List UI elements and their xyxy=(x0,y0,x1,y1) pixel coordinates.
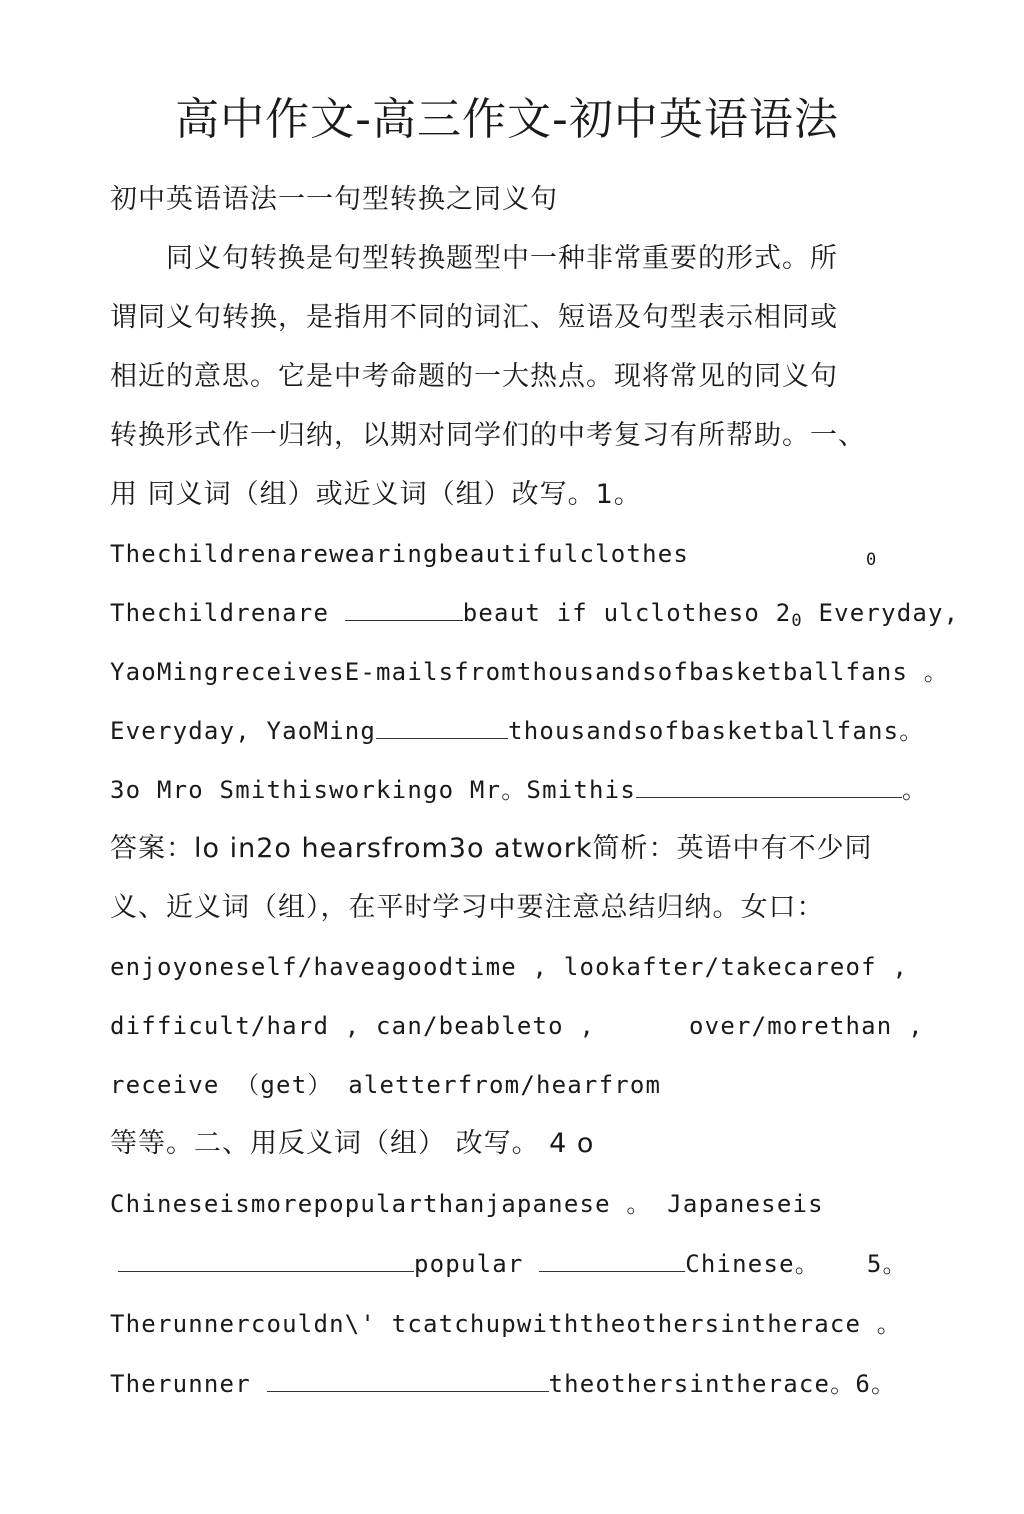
q5-answer-prefix: Therunner xyxy=(110,1370,267,1398)
q3-blank[interactable] xyxy=(636,775,902,798)
q5-answer-line xyxy=(110,1364,896,1404)
paragraph-line-4: 转换形式作一归纳，以期对同学们的中考复习有所帮助。一、 xyxy=(110,420,866,451)
q4-answer-mid: popular xyxy=(414,1250,540,1278)
q1-answer-mid: beaut if ulclotheso 2 xyxy=(462,599,792,627)
phrases-line-2: difficult/hard , can/beableto , over/morethan , xyxy=(110,1012,924,1040)
q1-blank[interactable] xyxy=(345,598,463,621)
q2-sentence: YaoMingreceivesE-mailsfromthousandsofbasketballfans 。 xyxy=(110,658,949,686)
q1-sentence: Thechildrenarewearingbeautifulclothes xyxy=(110,540,690,568)
q5-answer-suffix: theothersintherace。6。 xyxy=(548,1370,897,1398)
phrases-line-1: enjoyoneself/haveagoodtime , lookafter/takecareof , xyxy=(110,953,909,981)
answer-line: 答案：lo in2o hearsfrom3o atwork简析：英语中有不少同 xyxy=(110,833,873,864)
q5-sentence: Therunnercouldn\' tcatchupwiththeothersintherace 。 xyxy=(110,1310,903,1338)
q2-answer-prefix: Everyday, YaoMing xyxy=(110,717,377,745)
paragraph-line-3: 相近的意思。它是中考命题的一大热点。现将常见的同义句 xyxy=(110,361,838,392)
q4-answer-line xyxy=(110,1244,908,1284)
q3-line xyxy=(110,770,927,810)
q2-blank[interactable] xyxy=(376,716,508,739)
q2-answer-suffix: thousandsofbasketballfans。 xyxy=(508,717,925,745)
q1-answer-prefix: Thechildrenare xyxy=(110,599,345,627)
subtitle: 初中英语语法一一句型转换之同义句 xyxy=(110,184,558,215)
q1-answer-line xyxy=(110,593,959,633)
q4-answer-suffix: Chinese。 5。 xyxy=(685,1250,908,1278)
q3-end: 。 xyxy=(901,776,928,804)
q1-answer-suffix: Everyday, xyxy=(802,599,960,627)
document-title: 高中作文-高三作文-初中英语语法 xyxy=(175,94,839,145)
q2-answer-line xyxy=(110,711,924,751)
phrases-line-3: receive （get） aletterfrom/hearfrom xyxy=(110,1071,662,1099)
q1-answer-sub: 0 xyxy=(791,611,803,631)
paragraph-line-1: 同义句转换是句型转换题型中一种非常重要的形式。所 xyxy=(110,243,838,274)
q5-blank[interactable] xyxy=(267,1369,549,1392)
q4-blank-2[interactable] xyxy=(539,1249,685,1272)
paragraph-line-2: 谓同义句转换，是指用不同的词汇、短语及句型表示相同或 xyxy=(110,302,838,333)
section-two-heading: 等等。二、用反义词（组） 改写。 4 o xyxy=(110,1128,595,1159)
q1-mark: 0 xyxy=(866,550,877,570)
explain-line: 义、近义词（组），在平时学习中要注意总结归纳。女口： xyxy=(110,892,825,923)
q4-blank-1[interactable] xyxy=(118,1249,414,1272)
paragraph-line-5: 用 同义词（组）或近义词（组）改写。1。 xyxy=(110,479,642,510)
q3-sentence: 3o Mro Smithisworkingo Mr。Smithis xyxy=(110,776,636,804)
q4-sentence: Chineseismorepopularthanjapanese 。 Japaneseis xyxy=(110,1190,824,1218)
